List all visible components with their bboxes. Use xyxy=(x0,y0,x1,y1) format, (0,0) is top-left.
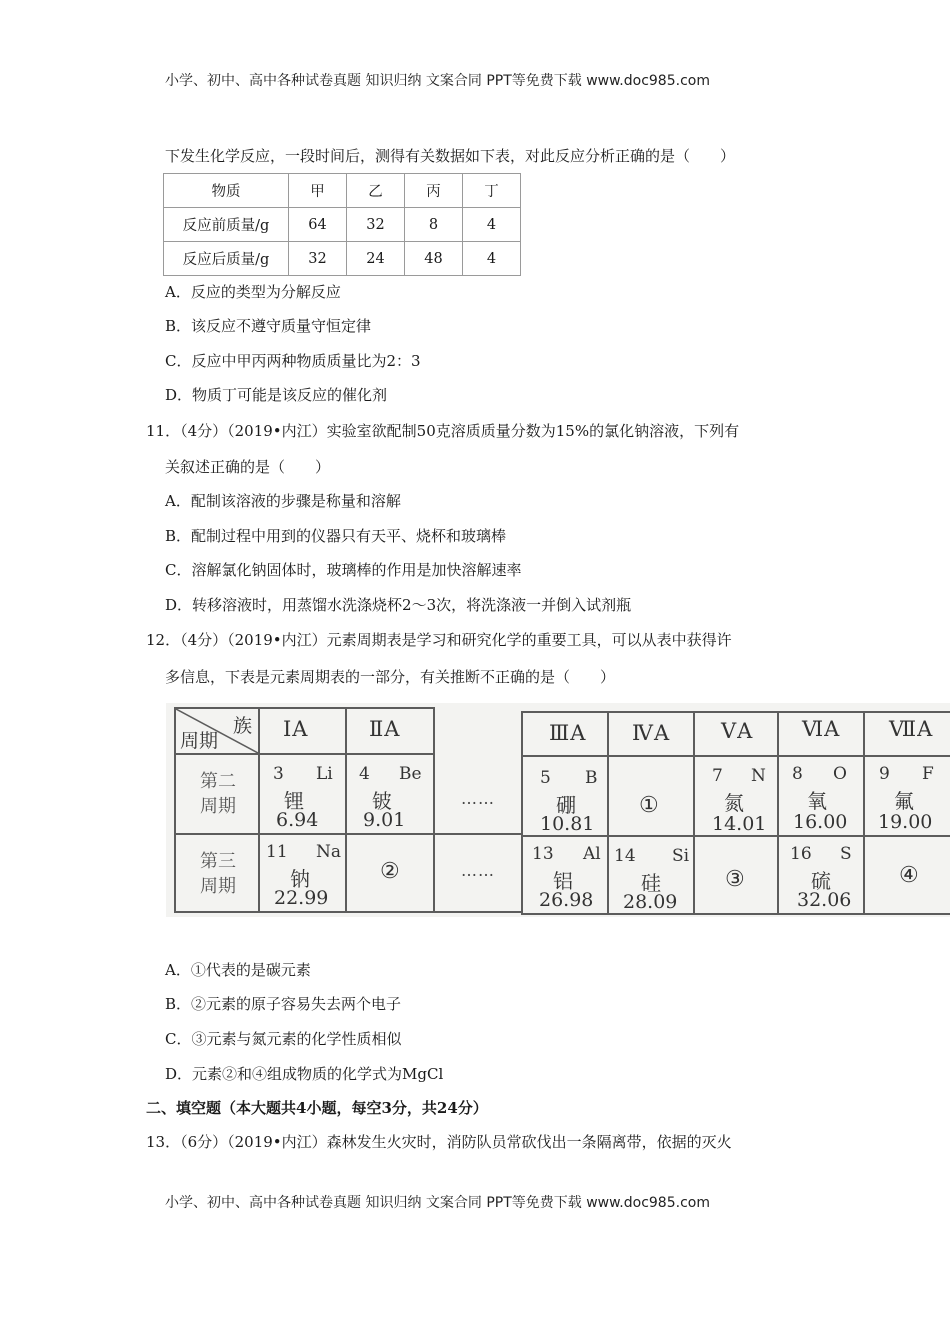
element-mass: 14.01 xyxy=(712,813,767,835)
table-cell: 反应后质量/g xyxy=(164,242,289,276)
element-name: 铝 xyxy=(553,869,573,893)
element-mass: 6.94 xyxy=(276,809,319,831)
element-symbol: Al xyxy=(583,844,601,864)
corner-group-label: 族 xyxy=(232,715,252,737)
table-cell: 丙 xyxy=(405,174,463,208)
unknown-mark: ① xyxy=(639,793,659,818)
element-mass: 19.00 xyxy=(878,811,933,833)
group-label: ⅡA xyxy=(369,717,401,741)
element-mass: 10.81 xyxy=(540,813,595,835)
element-mass: 32.06 xyxy=(797,889,852,911)
table-cell: 丁 xyxy=(463,174,521,208)
element-name: 硼 xyxy=(556,793,576,817)
periodic-table-image xyxy=(166,703,950,917)
element-number: 7 xyxy=(712,766,723,786)
unknown-mark: ③ xyxy=(725,867,745,892)
period-label: 第二 周期 xyxy=(200,771,236,817)
element-number: 13 xyxy=(532,844,554,864)
section-heading: 二、填空题（本大题共4小题，每空3分，共24分） xyxy=(146,1099,488,1117)
element-mass: 28.09 xyxy=(623,891,678,913)
table-row xyxy=(164,208,521,242)
group-label: ⅢA xyxy=(549,721,587,745)
table-cell: 24 xyxy=(347,242,405,276)
element-number: 4 xyxy=(359,764,370,784)
ellipsis: …… xyxy=(461,861,495,880)
q10-option-a: A．反应的类型为分解反应 xyxy=(165,283,341,301)
group-label: ⅤA xyxy=(721,719,754,743)
q10-option-d: D．物质丁可能是该反应的催化剂 xyxy=(165,386,388,404)
table-row xyxy=(164,242,521,276)
period-label: 第三 周期 xyxy=(200,851,236,897)
element-symbol: O xyxy=(833,764,847,784)
element-name: 硫 xyxy=(811,869,831,893)
table-cell: 32 xyxy=(347,208,405,242)
q12-stem-cont: 多信息，下表是元素周期表的一部分，有关推断不正确的是（ ） xyxy=(165,668,616,686)
element-number: 9 xyxy=(879,764,890,784)
element-mass: 16.00 xyxy=(793,811,848,833)
q13-stem: 13．（6分）（2019•内江）森林发生火灾时，消防队员常砍伐出一条隔离带，依据的灭火 xyxy=(146,1133,732,1151)
element-symbol: Si xyxy=(672,846,690,866)
element-name: 硅 xyxy=(641,871,661,895)
q12-stem: 12．（4分）（2019•内江）元素周期表是学习和研究化学的重要工具，可以从表中获得许 xyxy=(146,631,732,649)
element-number: 14 xyxy=(614,846,636,866)
element-number: 5 xyxy=(540,768,551,788)
q12-option-b: B．②元素的原子容易失去两个电子 xyxy=(165,995,402,1013)
group-label: ⅥA xyxy=(802,717,841,741)
q10-option-c: C．反应中甲丙两种物质质量比为2：3 xyxy=(165,352,421,370)
unknown-mark: ② xyxy=(380,859,400,884)
q10-intro: 下发生化学反应，一段时间后，测得有关数据如下表，对此反应分析正确的是（ ） xyxy=(165,147,736,165)
element-symbol: Na xyxy=(316,842,342,862)
q12-option-a: A．①代表的是碳元素 xyxy=(165,961,311,979)
q11-option-c: C．溶解氯化钠固体时，玻璃棒的作用是加快溶解速率 xyxy=(165,561,522,579)
table-cell: 4 xyxy=(463,208,521,242)
table-cell: 反应前质量/g xyxy=(164,208,289,242)
element-symbol: Li xyxy=(316,764,333,784)
element-symbol: F xyxy=(922,764,934,784)
element-name: 氟 xyxy=(894,789,914,813)
element-mass: 22.99 xyxy=(274,887,329,909)
page-footer: 小学、初中、高中各种试卷真题 知识归纳 文案合同 PPT等免费下载 www.doc985.com xyxy=(165,1195,710,1211)
q11-option-d: D．转移溶液时，用蒸馏水洗涤烧杯2～3次，将洗涤液一并倒入试剂瓶 xyxy=(165,596,632,614)
q11-option-a: A．配制该溶液的步骤是称量和溶解 xyxy=(165,492,401,510)
table-cell: 64 xyxy=(289,208,347,242)
unknown-mark: ④ xyxy=(899,863,919,888)
element-number: 3 xyxy=(273,764,284,784)
table-header-row xyxy=(164,174,521,208)
element-mass: 26.98 xyxy=(539,889,594,911)
page-header: 小学、初中、高中各种试卷真题 知识归纳 文案合同 PPT等免费下载 www.doc985.com xyxy=(165,73,710,89)
q12-option-c: C．③元素与氮元素的化学性质相似 xyxy=(165,1030,402,1048)
ellipsis: …… xyxy=(461,789,495,808)
element-number: 8 xyxy=(792,764,803,784)
corner-cell xyxy=(174,707,260,755)
q10-option-b: B．该反应不遵守质量守恒定律 xyxy=(165,317,372,335)
element-name: 氧 xyxy=(807,789,827,813)
q11-option-b: B．配制过程中用到的仪器只有天平、烧杯和玻璃棒 xyxy=(165,527,507,545)
table-cell: 48 xyxy=(405,242,463,276)
element-name: 氮 xyxy=(724,791,744,815)
table-cell: 甲 xyxy=(289,174,347,208)
table-cell: 物质 xyxy=(164,174,289,208)
element-symbol: S xyxy=(840,844,852,864)
table-cell: 乙 xyxy=(347,174,405,208)
table-cell: 4 xyxy=(463,242,521,276)
q11-stem: 11．（4分）（2019•内江）实验室欲配制50克溶质质量分数为15%的氯化钠溶液，下列有 xyxy=(146,422,740,440)
element-number: 11 xyxy=(266,842,288,862)
element-name: 铍 xyxy=(372,789,392,813)
group-label: ⅠA xyxy=(283,717,309,741)
table-cell: 8 xyxy=(405,208,463,242)
element-number: 16 xyxy=(790,844,812,864)
table-cell: 32 xyxy=(289,242,347,276)
element-mass: 9.01 xyxy=(363,809,406,831)
corner-period-label: 周期 xyxy=(180,730,219,752)
q12-option-d: D．元素②和④组成物质的化学式为MgCl xyxy=(165,1065,444,1083)
element-symbol: B xyxy=(585,768,598,788)
group-label: ⅦA xyxy=(889,717,934,741)
element-name: 锂 xyxy=(284,789,304,813)
group-label: ⅣA xyxy=(632,721,671,745)
mass-table xyxy=(163,173,521,276)
q11-stem-cont: 关叙述正确的是（ ） xyxy=(165,458,331,476)
element-symbol: Be xyxy=(399,764,422,784)
element-symbol: N xyxy=(751,766,766,786)
element-name: 钠 xyxy=(290,867,310,891)
